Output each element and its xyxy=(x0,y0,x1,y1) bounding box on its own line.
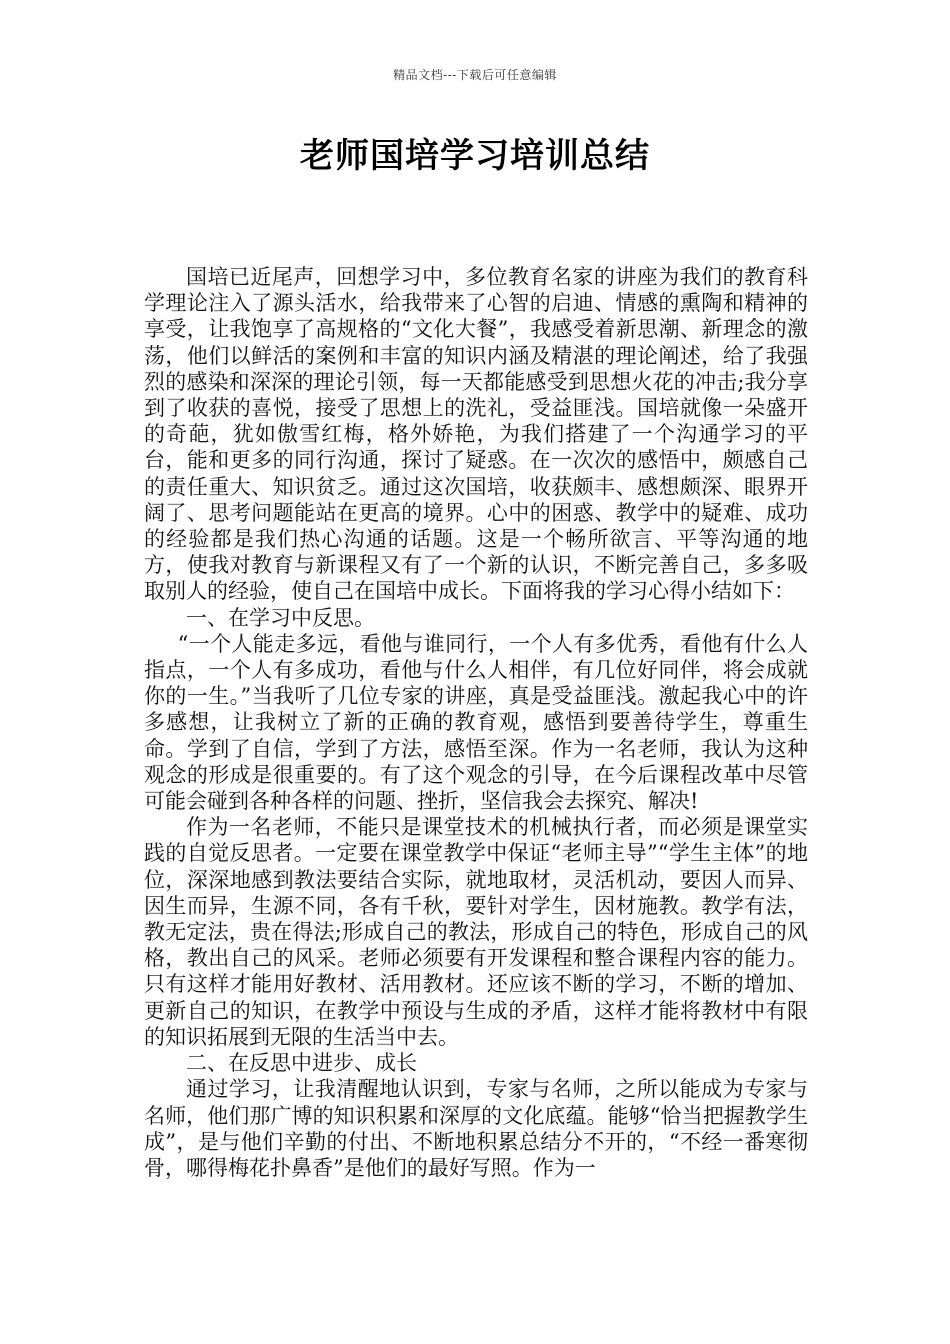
header-note: 精品文档---下载后可任意编辑 xyxy=(393,68,557,82)
section-heading-reflection: 一、在学习中反思。 xyxy=(186,605,375,630)
intro-paragraph: 国培已近尾声，回想学习中，多位教育名家的讲座为我们的教育科学理论注入了源头活水，给我带来了心智的启迪、情感的熏陶和精神的享受，让我饱享了高规格的“文化大餐”，我感受着新思潮、新理念的激荡，他们以鲜活的案例和丰富的知识内涵及精湛的理论阐述，给了我强烈的感染和深深的理论引领，每一天都能感受到思想火花的冲击;我分享到了收获的喜悦，接受了思想上的洗礼，受益匪浅。国培就像一朵盛开的奇葩，犹如傲雪红梅，格外娇艳，为我们搭建了一个沟通学习的平台，能和更多的同行沟通，探讨了疑惑。在一次次的感悟中，颇感自己的责任重大、知识贫乏。通过这次国培，收获颇丰、感想颇深、眼界开阔了、思考问题能站在更高的境界。心中的困惑、教学中的疑难、成功的经验都是我们热心沟通的话题。这是一个畅所欲言、平等沟通的地方，使我对教育与新课程又有了一个新的认识，不断完善自己，多多吸取别人的经验，使自己在国培中成长。下面将我的学习心得小结如下： xyxy=(144,265,808,604)
document-title: 老师国培学习培训总结 xyxy=(300,136,650,176)
teacher-role-paragraph: 作为一名老师，不能只是课堂技术的机械执行者，而必须是课堂实践的自觉反思者。一定要在课堂教学中保证“老师主导”“学生主体”的地位，深深地感到教法要结合实际，就地取材，灵活机动，要因人而异、因生而异，生源不同，各有千秋，要针对学生，因材施教。教学有法，教无定法，贵在得法;形成自己的教法，形成自己的特色，形成自己的风格，教出自己的风采。老师必须要有开发课程和整合课程内容的能力。只有这样才能用好教材、活用教材。还应该不断的学习，不断的增加、更新自己的知识，在教学中预设与生成的矛盾，这样才能将教材中有限的知识拓展到无限的生活当中去。 xyxy=(144,815,808,1049)
document-body xyxy=(144,264,808,1181)
quote-paragraph: “一个人能走多远，看他与谁同行，一个人有多优秀，看他有什么人指点，一个人有多成功，看他与什么人相伴，有几位好同伴，将会成就你的一生。”当我听了几位专家的讲座，真是受益匪浅。激起我心中的许多感想，让我树立了新的正确的教育观，感悟到要善待学生，尊重生命。学到了自信，学到了方法，感悟至深。作为一名老师，我认为这种观念的形成是很重要的。有了这个观念的引导，在今后课程改革中尽管可能会碰到各种各样的问题、挫折，坚信我会去探究、解决! xyxy=(144,631,808,814)
section-heading-growth: 二、在反思中进步、成长 xyxy=(186,1051,417,1076)
growth-paragraph: 通过学习，让我清醒地认识到，专家与名师，之所以能成为专家与名师，他们那广博的知识积累和深厚的文化底蕴。能够“恰当把握教学生成”，是与他们辛勤的付出、不断地积累总结分不开的，“不经一番寒彻骨，哪得梅花扑鼻香”是他们的最好写照。作为一 xyxy=(144,1077,808,1180)
